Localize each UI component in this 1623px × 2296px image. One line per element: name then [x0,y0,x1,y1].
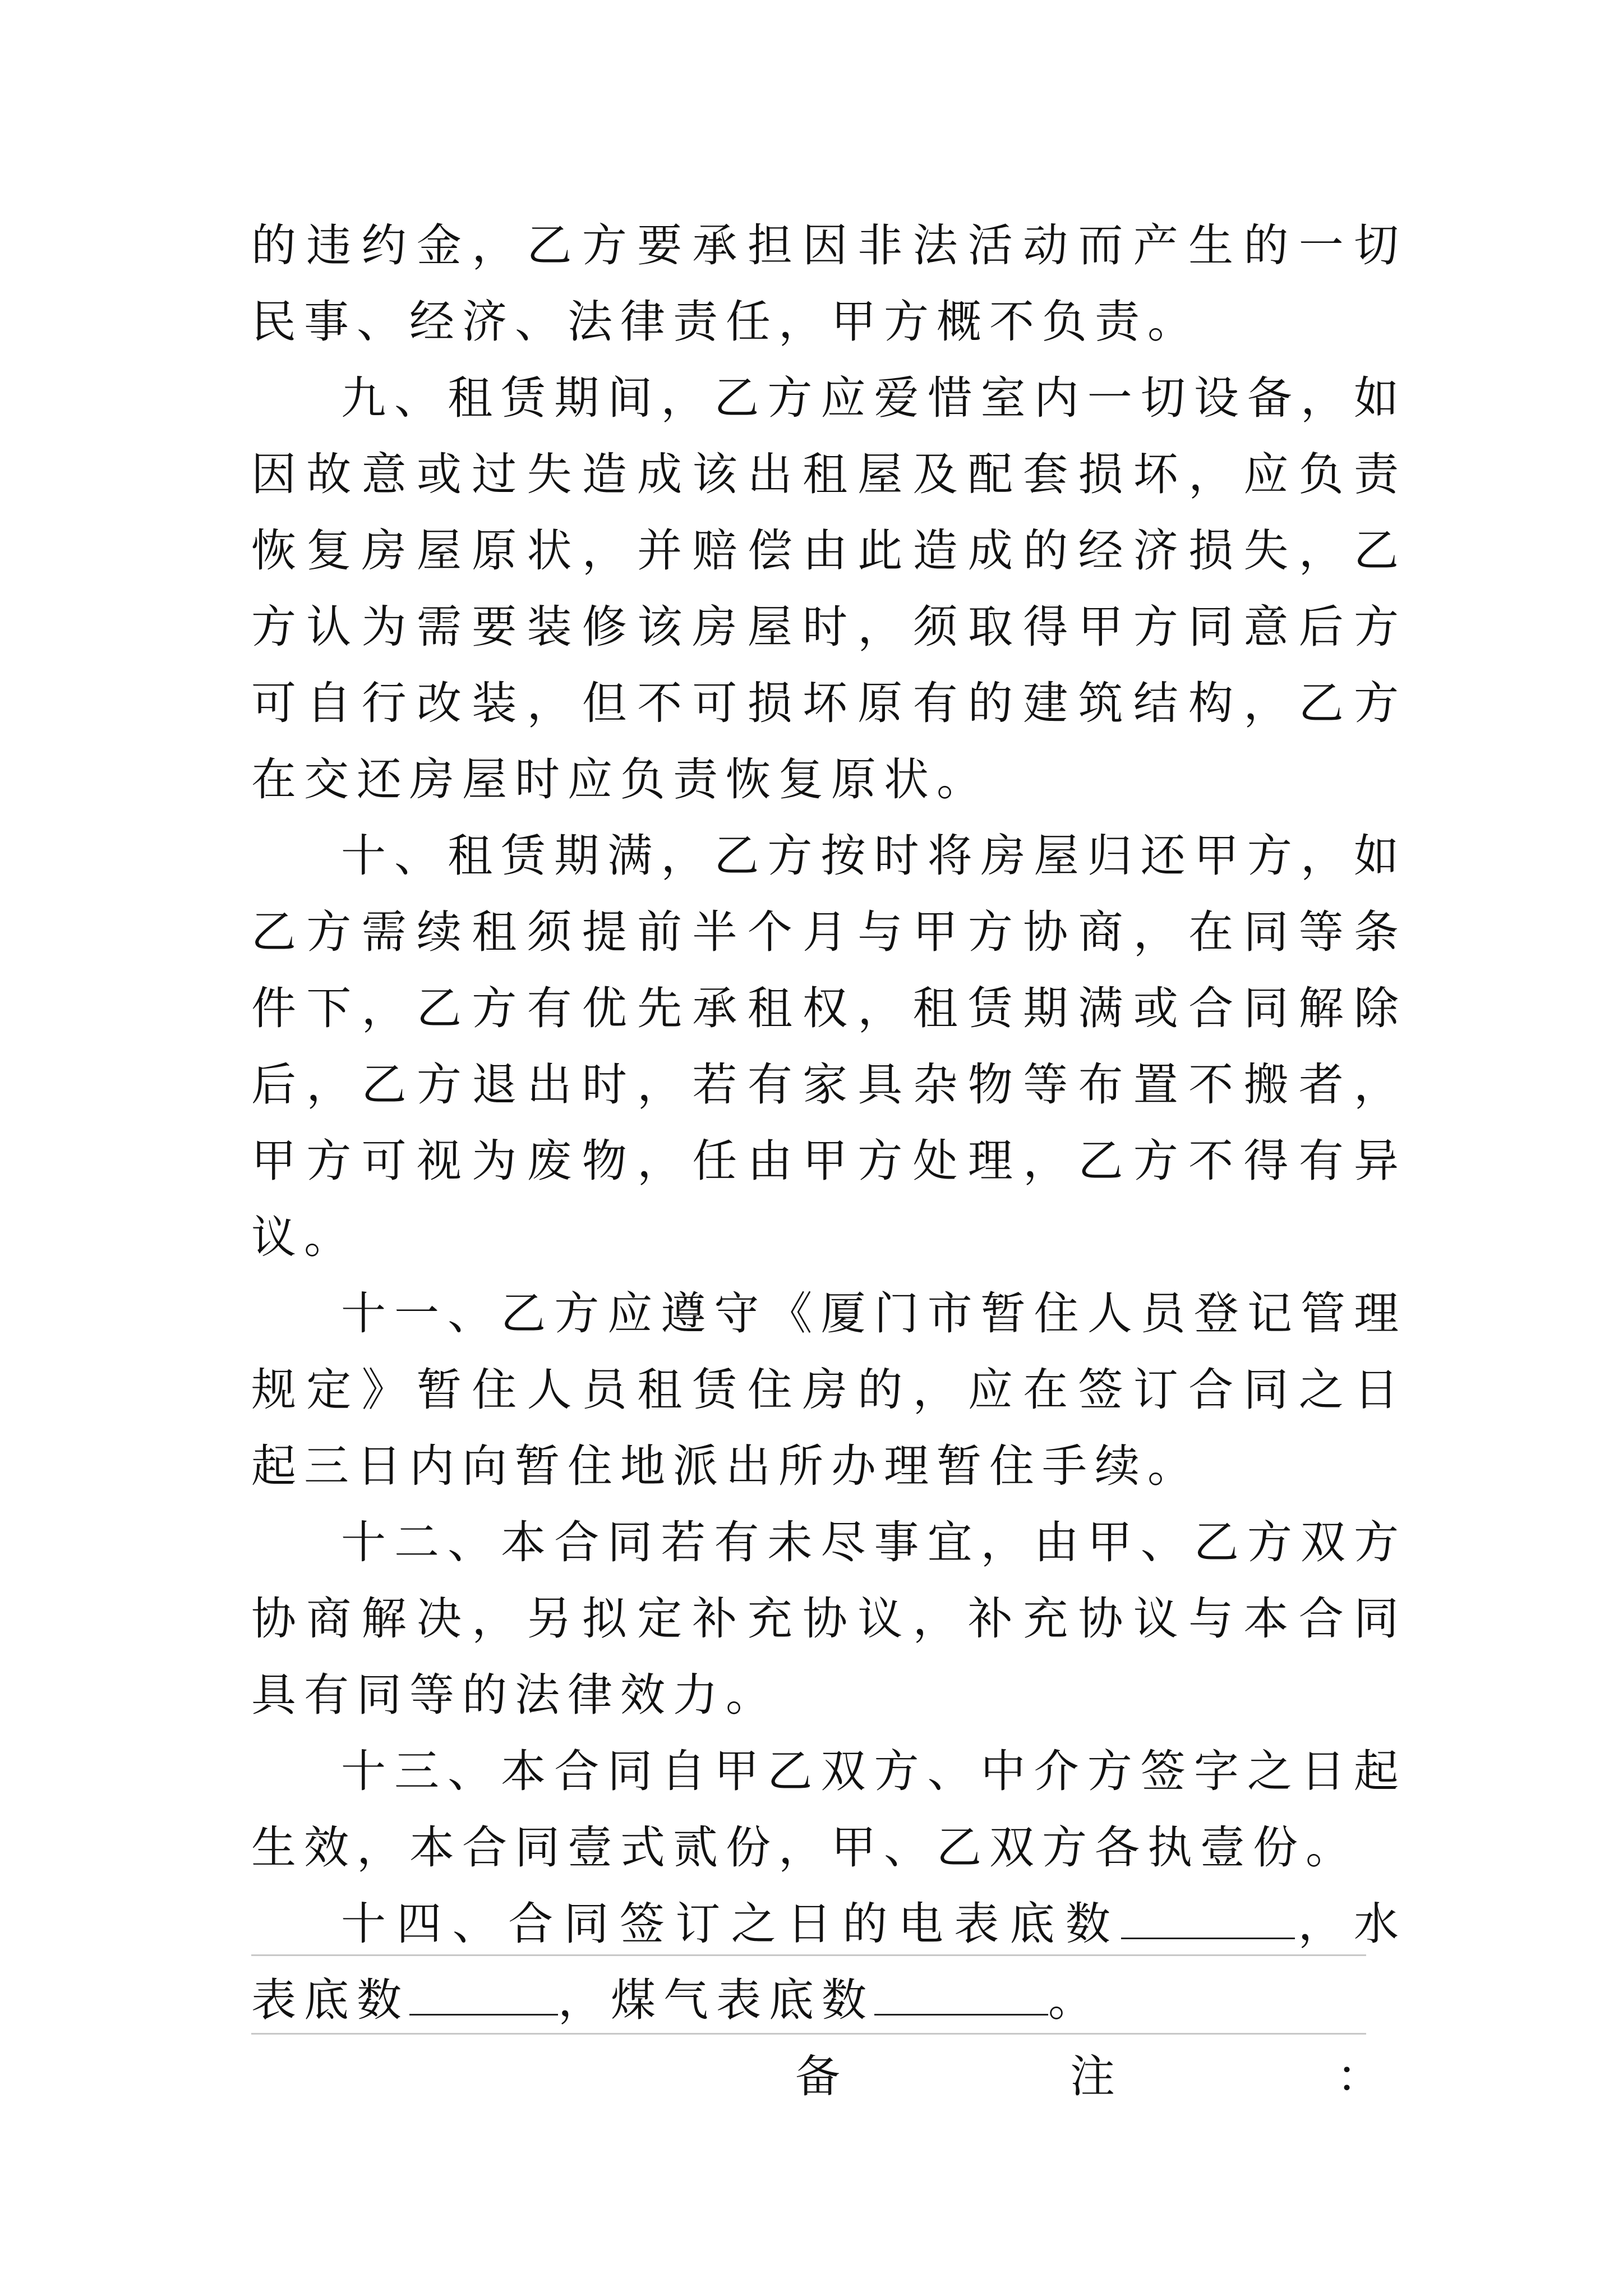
clause-14-part1: 十四、合同签订之日的电表底数 [341,1898,1122,1950]
clause-12: 十二、本合同若有未尽事宜，由甲、乙方双方协商解决，另拟定补充协议，补充协议与本合同具有同等的法律效力。 [251,1516,1407,1721]
clause-9: 九、租赁期间，乙方应爱惜室内一切设备，如因故意或过失造成该出租屋及配套损坏，应负责恢复房屋原状，并赔偿由此造成的经济损失，乙方认为需要装修该房屋时，须取得甲方同意后方可自行改装，但不可损坏原有的建筑结构，乙方在交还房屋时应负责恢复原状。 [251,372,1407,806]
remarks-char-2: 注 [1070,2050,1115,2102]
remarks-heading [251,2039,1407,2115]
contract-page [251,208,1407,2115]
clause-8-continuation: 的违约金，乙方要承担因非法活动而产生的一切民事、经济、法律责任，甲方概不负责。 [251,219,1407,348]
water-meter-blank[interactable] [409,1973,558,2016]
remarks-line-1[interactable] [251,1954,1366,1956]
clause-10: 十、租赁期满，乙方按时将房屋归还甲方，如乙方需续租须提前半个月与甲方协商，在同等条件下，乙方有优先承租权，租赁期满或合同解除后，乙方退出时，若有家具杂物等布置不搬者，甲方可视为废物，任由甲方处理，乙方不得有异议。 [251,830,1407,1263]
clause-14-part4: 。 [1048,1974,1101,2026]
clause-14 [251,1886,1407,2039]
clause-14-part3: ，煤气表底数 [558,1974,874,2026]
electric-meter-blank[interactable] [1121,1897,1295,1939]
clause-11: 十一、乙方应遵守《厦门市暂住人员登记管理规定》暂住人员租赁住房的，应在签订合同之日起三日内向暂住地派出所办理暂住手续。 [251,1287,1407,1492]
clause-14-part2: ，水表底数 [251,1898,1407,2026]
gas-meter-blank[interactable] [874,1973,1048,2016]
remarks-colon: ： [1336,2050,1381,2102]
clause-13: 十三、本合同自甲乙双方、中介方签字之日起生效，本合同壹式贰份，甲、乙双方各执壹份。 [251,1745,1407,1874]
remarks-line-2[interactable] [251,2033,1366,2035]
remarks-char-1: 备 [795,2050,840,2102]
